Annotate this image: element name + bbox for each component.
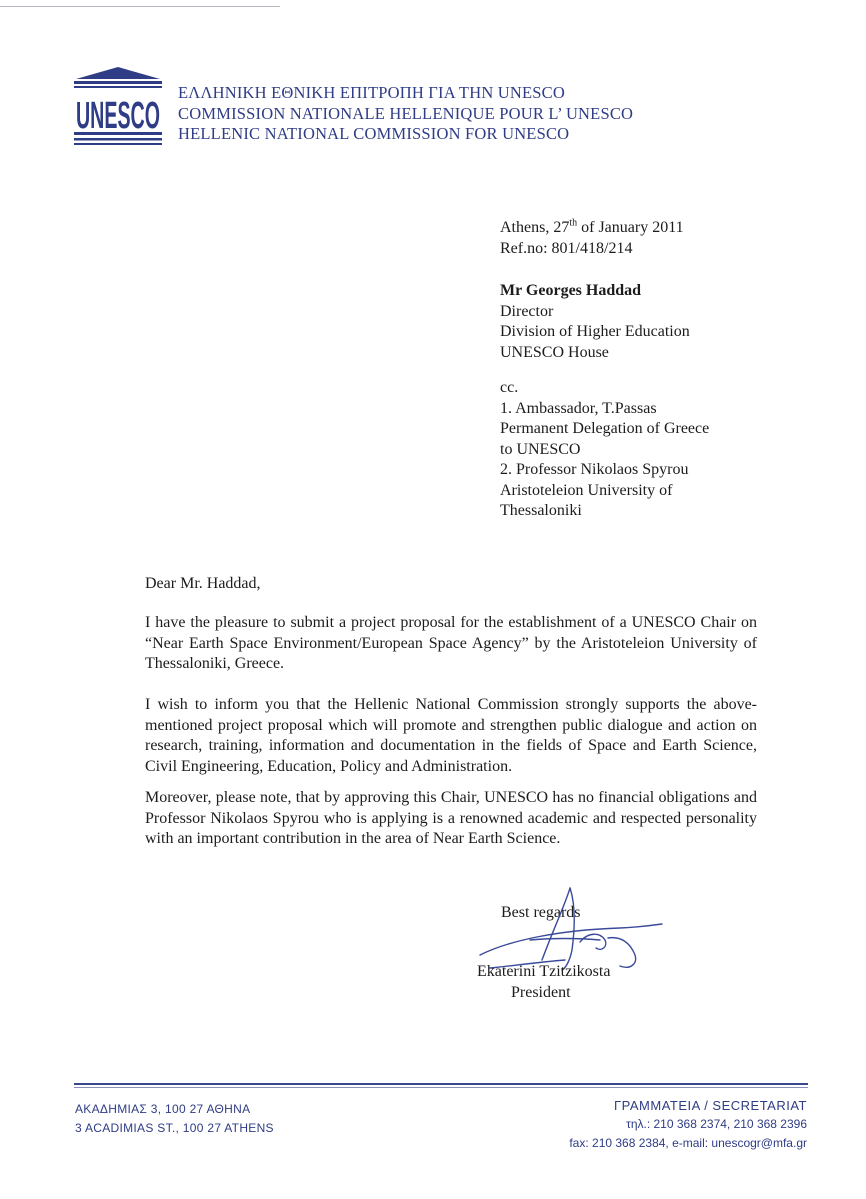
- recipient-line: Director: [500, 302, 554, 320]
- footer-address-greek: ΑΚΑΔΗΜΙΑΣ 3, 100 27 ΑΘΗΝΑ: [75, 1102, 251, 1116]
- body-paragraph: I have the pleasure to submit a project proposal for the establishment of a UNESCO Chair on “Near Earth Space Environment/European Space Agency” by the Aristoteleion University of Thessaloniki, Greece.: [145, 614, 757, 673]
- unesco-temple-logo: [72, 66, 164, 148]
- signer-title: President: [511, 984, 571, 1001]
- scan-top-line: [0, 6, 280, 7]
- reference-number: Ref.no: 801/418/214: [500, 239, 633, 257]
- signer-name: Ekaterini Tzitzikosta: [477, 963, 611, 980]
- body-paragraph: Moreover, please note, that by approving this Chair, UNESCO has no financial obligations and Professor Nikolaos Spyrou who is applying is a renowned academic and respected personality with an important contribution in the area of Near Earth Science.: [145, 789, 757, 848]
- letterhead-french: COMMISSION NATIONALE HELLENIQUE POUR L’ UNESCO: [178, 103, 634, 123]
- cc-line: Aristoteleion University of: [500, 481, 673, 499]
- recipient-name: Mr Georges Haddad: [500, 282, 642, 299]
- recipient-line: UNESCO House: [500, 343, 609, 361]
- letterhead: [178, 83, 633, 145]
- closing-text: Best regards: [501, 904, 581, 921]
- cc-line: Permanent Delegation of Greece: [500, 420, 710, 437]
- recipient-block: [500, 281, 690, 363]
- footer-contact: [569, 1096, 807, 1153]
- footer-phone: τηλ.: 210 368 2374, 210 368 2396: [626, 1117, 807, 1131]
- recipient-line: Division of Higher Education: [500, 323, 690, 340]
- letterhead-greek: ΕΛΛΗΝΙΚΗ ΕΘΝΙΚΗ ΕΠΙΤΡΟΠΗ ΓΙΑ ΤΗΝ UNESCO: [178, 83, 565, 102]
- logo-text: UNESCO: [76, 95, 160, 137]
- letter-date: Athens, 27th of January 2011: [500, 217, 684, 236]
- footer-rule-thin: [74, 1087, 808, 1088]
- cc-line: 2. Professor Nikolaos Spyrou: [500, 461, 689, 478]
- footer-address: [75, 1100, 274, 1138]
- letterhead-english: HELLENIC NATIONAL COMMISSION FOR UNESCO: [178, 124, 570, 143]
- body-paragraph: I wish to inform you that the Hellenic National Commission strongly supports the above-mentioned project proposal which will promote and strengthen public dialogue and action on research, training, information and documentation in the fields of Space and Earth Science, Civil Engineering, Education, Policy and Administration.: [145, 696, 757, 775]
- footer-fax-email: fax: 210 368 2384, e-mail: unescogr@mfa.gr: [569, 1136, 807, 1150]
- cc-line: Thessaloniki: [500, 502, 582, 519]
- footer-address-english: 3 ACADIMIAS ST., 100 27 ATHENS: [75, 1121, 274, 1135]
- cc-line: to UNESCO: [500, 440, 581, 458]
- date-block: [500, 218, 684, 259]
- footer-secretariat: ΓΡΑΜΜΑΤΕΙΑ / SECRETARIAT: [614, 1098, 807, 1113]
- cc-block: [500, 378, 709, 522]
- greeting: Dear Mr. Haddad,: [145, 575, 261, 592]
- cc-label: cc.: [500, 379, 519, 396]
- footer-rule: [74, 1083, 808, 1085]
- cc-line: 1. Ambassador, T.Passas: [500, 399, 657, 417]
